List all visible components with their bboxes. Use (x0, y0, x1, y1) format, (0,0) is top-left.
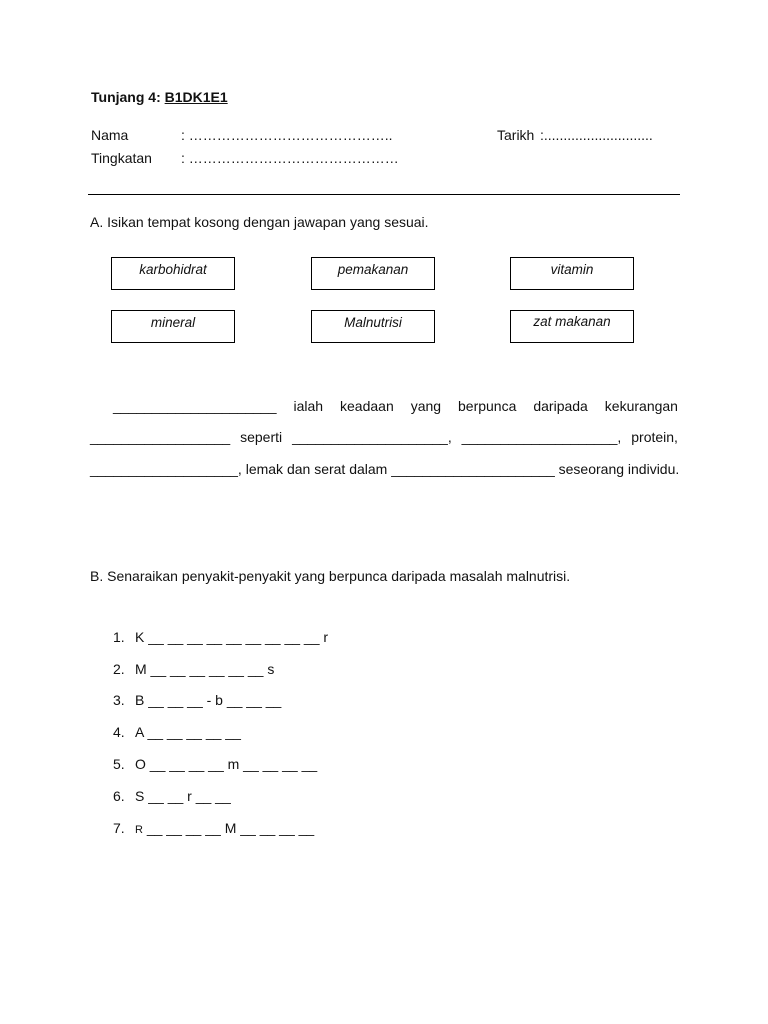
list-text: A __ __ __ __ __ (135, 724, 241, 740)
word-box-zat-makanan: zat makanan (510, 310, 634, 343)
word: berpunca (458, 398, 517, 414)
list-item (113, 661, 274, 677)
list-number: 4. (113, 724, 125, 740)
section-a-instruction: A. Isikan tempat kosong dengan jawapan yang sesuai. (90, 214, 429, 230)
word: keadaan (340, 398, 394, 414)
word-box-vitamin: vitamin (510, 257, 634, 290)
word-box-malnutrisi: Malnutrisi (311, 310, 435, 343)
fill-in-line-3: ___________________, lemak dan serat dalam _____________________ seseorang individu. (90, 461, 680, 477)
word-box-mineral: mineral (111, 310, 235, 343)
list-first-letter: R (135, 824, 143, 836)
list-text: K __ __ __ __ __ __ __ __ __ r (135, 629, 329, 645)
list-item (113, 629, 328, 645)
word-box-karbohidrat: karbohidrat (111, 257, 235, 290)
list-item (113, 724, 241, 740)
tingkatan-label: Tingkatan (91, 150, 152, 166)
list-item (113, 788, 231, 804)
tingkatan-field[interactable]: : ……………………………………… (181, 150, 399, 166)
header-divider (88, 194, 680, 195)
list-text: S __ __ r __ __ (135, 788, 231, 804)
word: yang (410, 398, 442, 414)
list-number: 7. (113, 820, 125, 836)
list-item (113, 820, 314, 836)
list-number: 6. (113, 788, 125, 804)
list-item (113, 756, 317, 772)
blank[interactable]: ____________________, (461, 429, 622, 445)
word: daripada (533, 398, 588, 414)
list-number: 3. (113, 692, 125, 708)
list-number: 2. (113, 661, 125, 677)
blank[interactable]: _____________________ (113, 398, 277, 414)
word-box-pemakanan: pemakanan (311, 257, 435, 290)
word: seperti (240, 429, 283, 445)
title-code: B1DK1E1 (164, 89, 228, 105)
fill-in-line-2 (90, 429, 678, 445)
tarikh-field[interactable]: :............................ (540, 127, 653, 143)
word: ialah (293, 398, 324, 414)
list-text: __ __ __ __ M __ __ __ __ (142, 820, 315, 836)
list-item (113, 692, 281, 708)
list-number: 5. (113, 756, 125, 772)
tarikh-label: Tarikh (497, 127, 535, 143)
nama-field[interactable]: : …………………………………….. (181, 127, 393, 143)
word: protein, (631, 429, 678, 445)
list-text: O __ __ __ __ m __ __ __ __ (135, 756, 318, 772)
blank[interactable]: __________________ (90, 429, 231, 445)
blank[interactable]: ____________________, (292, 429, 452, 445)
list-text: B __ __ __ - b __ __ __ (135, 692, 282, 708)
list-number: 1. (113, 629, 125, 645)
nama-label: Nama (91, 127, 129, 143)
section-b-instruction: B. Senaraikan penyakit-penyakit yang berpunca daripada masalah malnutrisi. (90, 568, 571, 584)
title-prefix: Tunjang 4: (91, 89, 165, 105)
list-text: M __ __ __ __ __ __ s (135, 661, 275, 677)
worksheet-title (91, 89, 228, 105)
fill-in-line-1 (113, 398, 678, 414)
word: kekurangan (604, 398, 678, 414)
